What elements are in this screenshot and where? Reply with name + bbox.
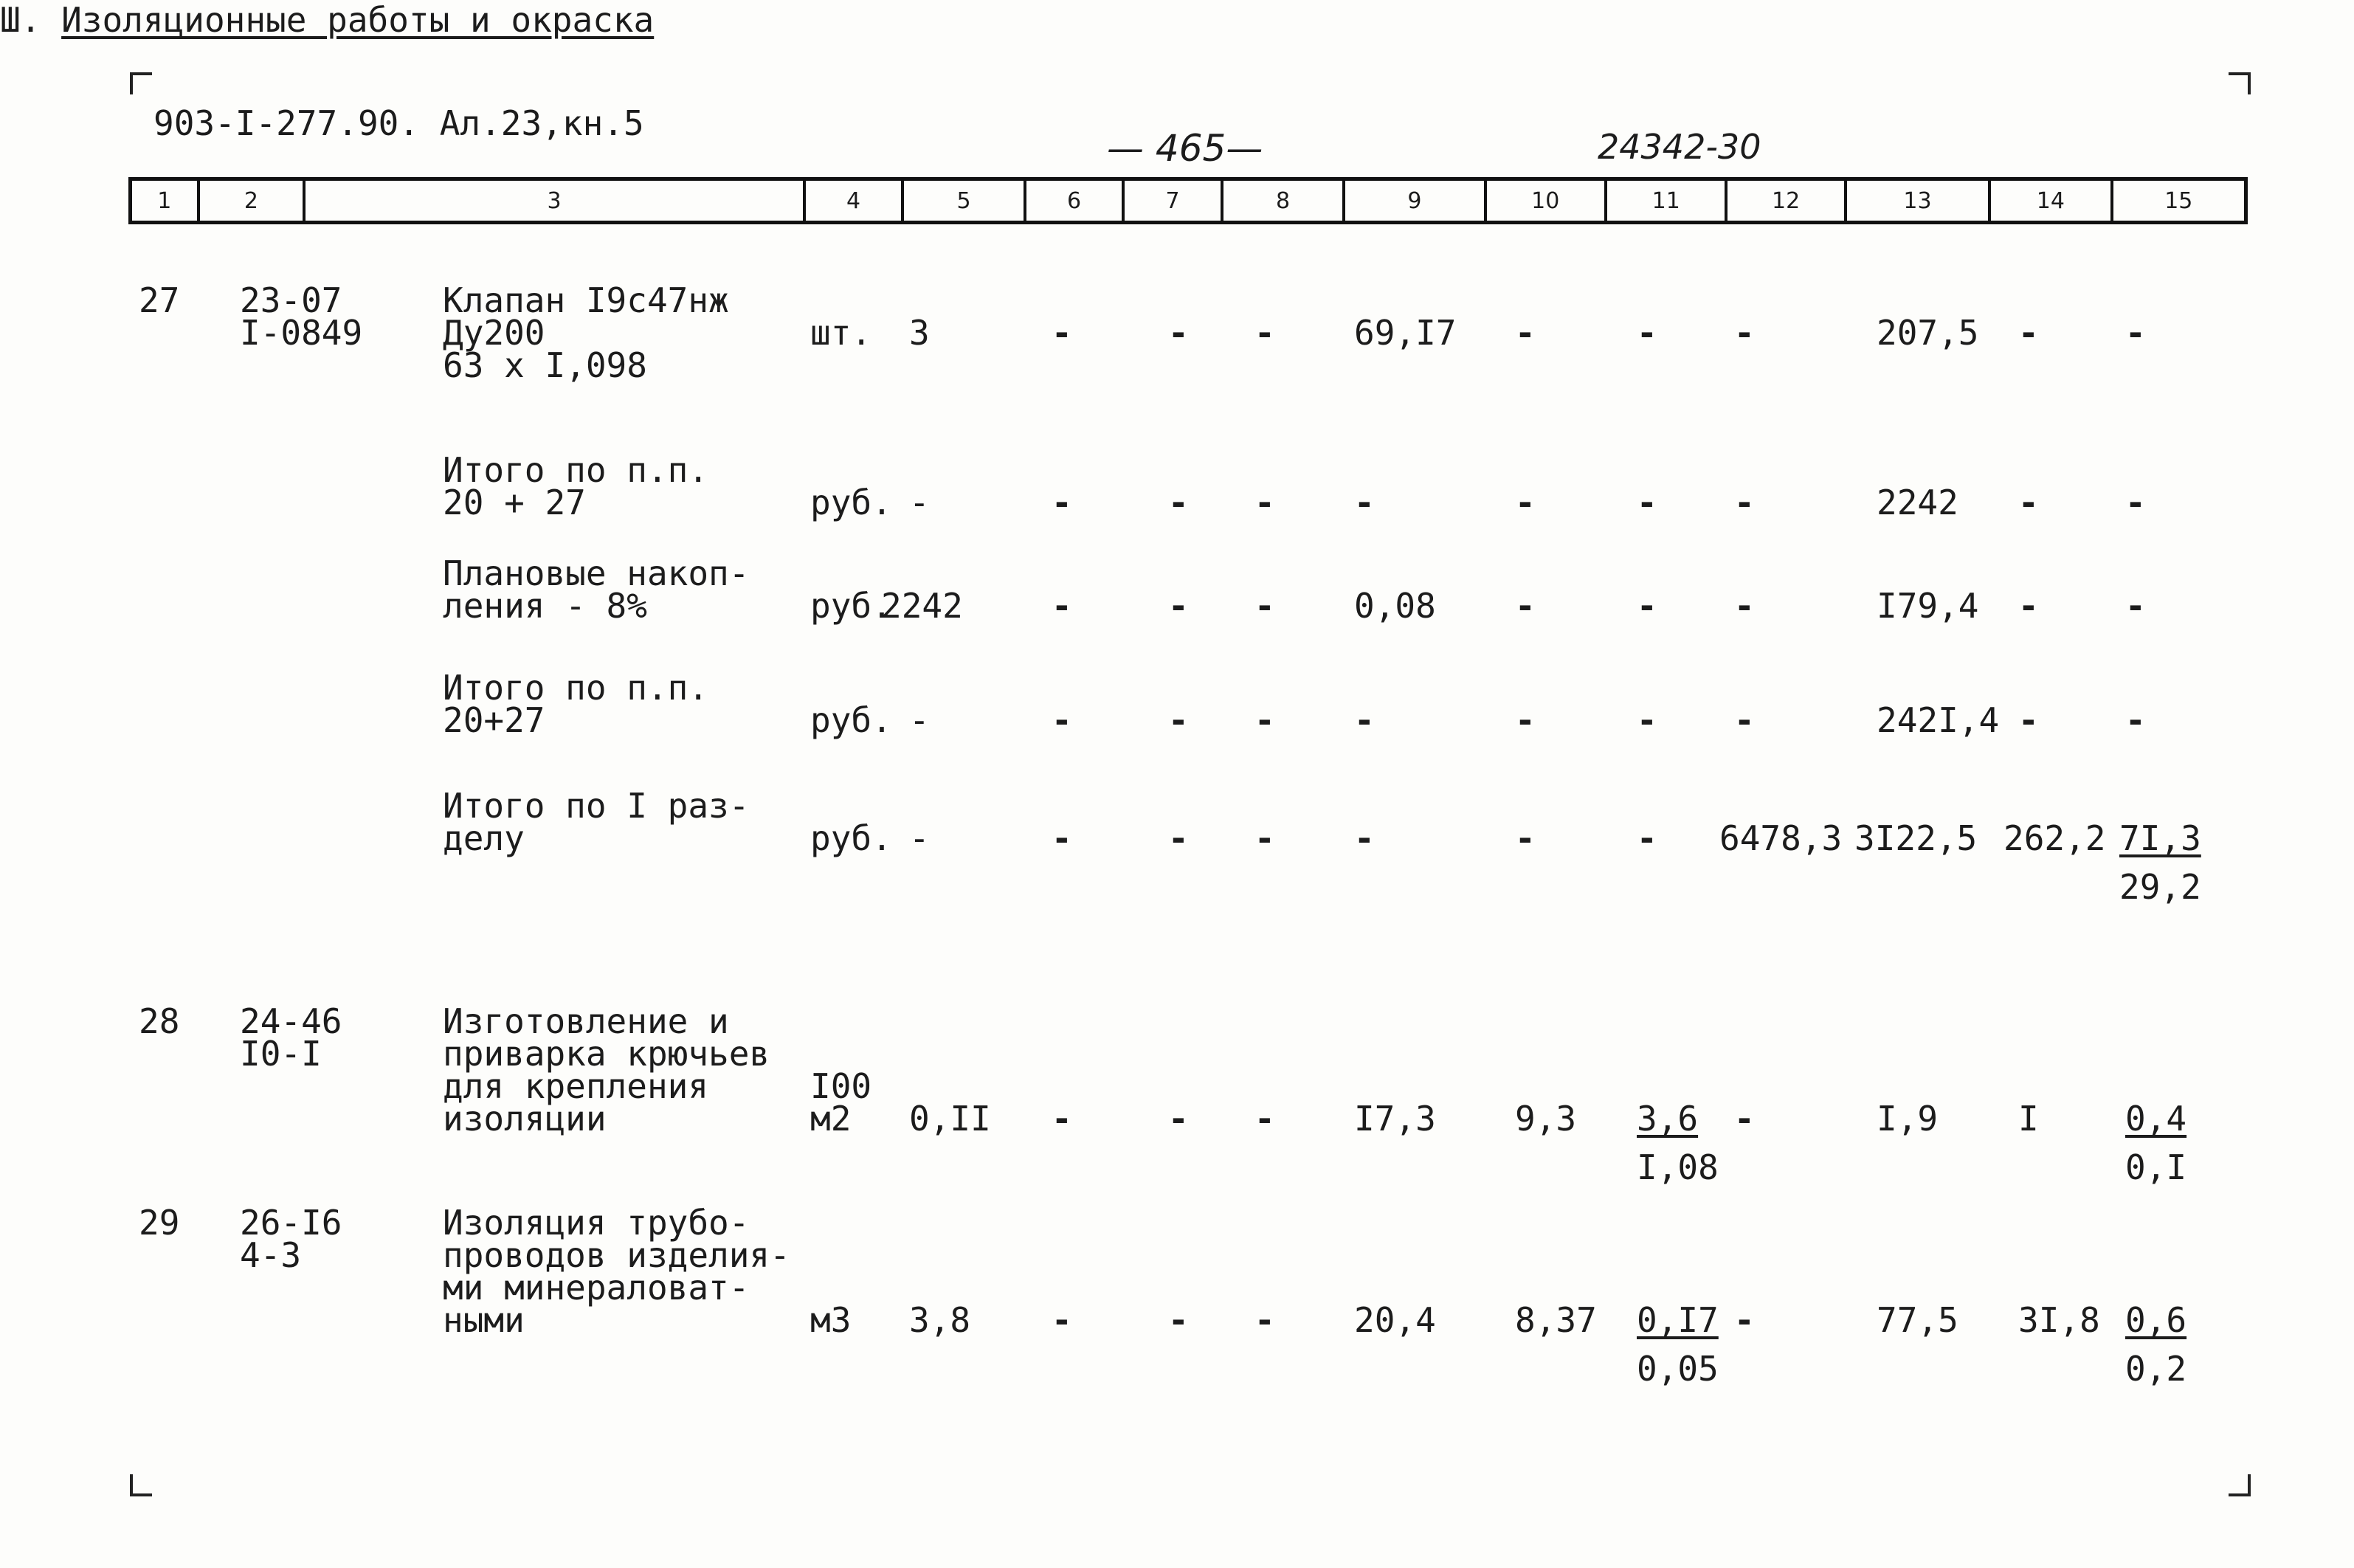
cell-col-9: - [1354,818,1375,858]
column-number-15: 15 [2164,187,2193,214]
cell-col-13: 77,5 [1877,1300,1958,1340]
column-number-12: 12 [1727,181,1846,221]
cell-col-12: - [1734,1300,1755,1340]
row-number: 29 [139,1203,180,1243]
column-number-11: 11 [1607,181,1727,221]
column-number-13: 13 [1847,181,1991,221]
column-number-14: 14 [1991,181,2113,221]
cell-col-6: - [1052,700,1072,740]
unit-of-measure: руб. [810,483,892,522]
unit-of-measure: руб. [810,700,892,740]
cell-col-14: I [2018,1099,2039,1139]
page-number: — 465— [1107,127,1263,170]
cell-col-9: 20,4 [1354,1300,1436,1340]
cell-col-11: - [1637,313,1657,353]
cell-col-7: - [1168,586,1189,626]
cell-col-11: 0,I7 [1637,1300,1719,1340]
cell-col-15-lower: 0,I [2125,1147,2187,1187]
cell-col-14: 262,2 [2003,818,2106,858]
cell-col-10: - [1515,818,1536,858]
cell-col-15: - [2125,483,2146,522]
cell-col-9: 0,08 [1354,586,1436,626]
cell-col-7: - [1168,700,1189,740]
column-number-9: 9 [1345,181,1486,221]
cell-col-8: - [1254,313,1275,353]
quantity: 0,II [909,1099,991,1139]
work-description: Итого по I раз- делу [443,786,750,858]
quantity: 3 [909,313,930,353]
section-number: Ш. [0,0,41,40]
cell-col-10: 8,37 [1515,1300,1597,1340]
quantity: 2242 [881,586,963,626]
cell-col-15: 0,4 [2125,1099,2187,1139]
cell-col-11: 3,6 [1637,1099,1699,1139]
work-description: Итого по п.п. 20 + 27 [443,450,709,522]
cell-col-14: - [2018,700,2039,740]
column-number-header [128,177,2248,224]
cell-col-13: 3I22,5 [1854,818,1978,858]
cell-col-11-lower: 0,05 [1637,1349,1719,1389]
cell-col-11-lower: I,08 [1637,1147,1719,1187]
work-description: Изоляция трубо- проводов изделия- ми минераловат- ными [443,1203,790,1340]
cell-col-14: - [2018,313,2039,353]
cell-col-6: - [1052,586,1072,626]
corner-mark-bottom-right [2229,1474,2251,1496]
cell-col-15: - [2125,700,2146,740]
archive-number: 24342-30 [1598,127,1761,167]
cell-col-9: I7,3 [1354,1099,1436,1139]
cell-col-11: - [1637,483,1657,522]
column-number-7: 7 [1125,181,1223,221]
rate-code: 23-07 I-0849 [240,280,363,353]
cell-col-10: - [1515,313,1536,353]
cell-col-8: - [1254,1300,1275,1340]
cell-col-15-lower: 0,2 [2125,1349,2187,1389]
column-number-5: 5 [904,181,1026,221]
cell-col-15: - [2125,313,2146,353]
cell-col-7: - [1168,818,1189,858]
cell-col-11: - [1637,586,1657,626]
cell-col-7: - [1168,1300,1189,1340]
cell-col-13: 207,5 [1877,313,1979,353]
cell-col-14: 3I,8 [2018,1300,2100,1340]
column-number-6: 6 [1026,181,1125,221]
work-description: Плановые накоп- ления - 8% [443,553,750,626]
section-title: Изоляционные работы и окраска [61,0,655,40]
cell-col-13: 242I,4 [1877,700,2000,740]
document-code: 903-I-277.90. Ал.23,кн.5 [153,103,644,143]
section-heading [0,0,2354,40]
quantity: - [909,483,930,522]
cell-col-15: - [2125,586,2146,626]
work-description: Изготовление и приварка крючьев для крепления изоляции [443,1001,770,1139]
cell-col-10: 9,3 [1515,1099,1577,1139]
cell-col-10: - [1515,483,1536,522]
cell-col-11: - [1637,818,1657,858]
cell-col-8: - [1254,483,1275,522]
cell-col-7: - [1168,313,1189,353]
cell-col-10: - [1515,586,1536,626]
cell-col-6: - [1052,1300,1072,1340]
cell-col-10: - [1515,700,1536,740]
cell-col-7: - [1168,483,1189,522]
column-number-8: 8 [1223,181,1345,221]
column-number-10: 10 [1487,181,1607,221]
cell-col-8: - [1254,700,1275,740]
cell-col-6: - [1052,483,1072,522]
cell-col-9: 69,I7 [1354,313,1457,353]
corner-mark-top-left [130,72,152,94]
cell-col-7: - [1168,1099,1189,1139]
quantity: - [909,700,930,740]
column-number-1: 1 [132,181,200,221]
work-description: Итого по п.п. 20+27 [443,668,709,740]
cell-col-12: 6478,3 [1719,818,1843,858]
cell-col-6: - [1052,1099,1072,1139]
rate-code: 26-I6 4-3 [240,1203,342,1275]
cell-col-9: - [1354,483,1375,522]
unit-of-measure: I00 м2 [810,1066,872,1139]
cell-col-8: - [1254,818,1275,858]
cell-col-13: I,9 [1877,1099,1939,1139]
cell-col-12: - [1734,700,1755,740]
cell-col-6: - [1052,313,1072,353]
cell-col-14: - [2018,586,2039,626]
unit-of-measure: руб. [810,586,892,626]
cell-col-14: - [2018,483,2039,522]
cell-col-6: - [1052,818,1072,858]
cell-col-13: I79,4 [1877,586,1979,626]
cell-col-8: - [1254,1099,1275,1139]
cell-col-8: - [1254,586,1275,626]
unit-of-measure: шт. [810,313,872,353]
cell-col-9: - [1354,700,1375,740]
cell-col-12: - [1734,313,1755,353]
cell-col-15: 7I,3 [2119,818,2201,858]
work-description: Клапан I9с47нж Ду200 63 x I,098 [443,280,729,385]
quantity: 3,8 [909,1300,971,1340]
corner-mark-bottom-left [130,1474,152,1496]
column-number-4: 4 [806,181,905,221]
cell-col-12: - [1734,1099,1755,1139]
column-number-3: 3 [306,181,806,221]
unit-of-measure: м3 [810,1300,852,1340]
cell-col-15: 0,6 [2125,1300,2187,1340]
unit-of-measure: руб. [810,818,892,858]
row-number: 28 [139,1001,180,1041]
cell-col-15-lower: 29,2 [2119,867,2201,907]
cell-col-12: - [1734,586,1755,626]
rate-code: 24-46 I0-I [240,1001,342,1074]
quantity: - [909,818,930,858]
cell-col-12: - [1734,483,1755,522]
row-number: 27 [139,280,180,320]
cell-col-13: 2242 [1877,483,1958,522]
column-number-2: 2 [200,181,306,221]
corner-mark-top-right [2229,72,2251,94]
cell-col-11: - [1637,700,1657,740]
